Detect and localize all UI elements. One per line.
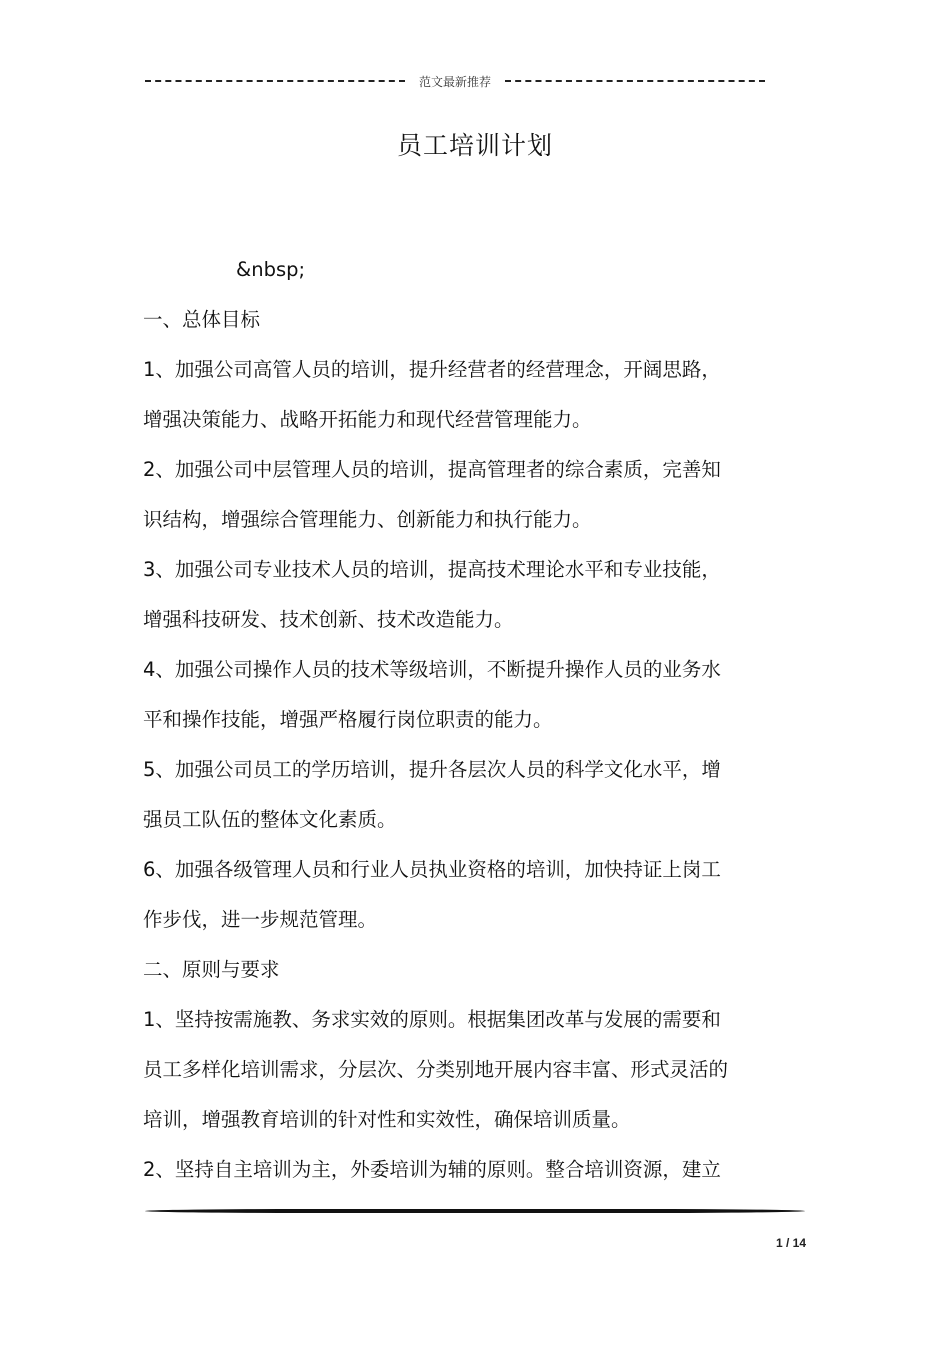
body-line: 1、坚持按需施教、务求实效的原则。根据集团改革与发展的需要和 <box>143 1008 721 1031</box>
body-line: 平和操作技能，增强严格履行岗位职责的能力。 <box>143 708 553 731</box>
body-line: 5、加强公司员工的学历培训，提升各层次人员的科学文化水平，增 <box>143 758 721 781</box>
body-line: 作步伐，进一步规范管理。 <box>143 908 378 931</box>
body-line: 3、加强公司专业技术人员的培训，提高技术理论水平和专业技能， <box>143 558 721 581</box>
header-left-dash-rule <box>145 80 405 82</box>
body-line: 增强科技研发、技术创新、技术改造能力。 <box>143 608 514 631</box>
body-line: 员工多样化培训需求，分层次、分类别地开展内容丰富、形式灵活的 <box>143 1058 729 1081</box>
body-line: 6、加强各级管理人员和行业人员执业资格的培训，加快持证上岗工 <box>143 858 721 881</box>
body-line: 识结构，增强综合管理能力、创新能力和执行能力。 <box>143 508 592 531</box>
body-line: 4、加强公司操作人员的技术等级培训，不断提升操作人员的业务水 <box>143 658 721 681</box>
body-line: 2、坚持自主培训为主，外委培训为辅的原则。整合培训资源，建立 <box>143 1158 721 1181</box>
page-number: 1 / 14 <box>775 1236 806 1250</box>
header-right-dash-rule <box>505 80 765 82</box>
header-label: 范文最新推荐 <box>419 74 492 89</box>
body-line: 增强决策能力、战略开拓能力和现代经营管理能力。 <box>143 408 592 431</box>
footer-rule <box>145 1209 805 1213</box>
body-line: 培训，增强教育培训的针对性和实效性，确保培训质量。 <box>143 1108 631 1131</box>
document-title: 员工培训计划 <box>396 131 553 160</box>
document-body <box>143 245 783 1195</box>
body-line: 2、加强公司中层管理人员的培训，提高管理者的综合素质，完善知 <box>143 458 721 481</box>
body-line: 1、加强公司高管人员的培训，提升经营者的经营理念，开阔思路， <box>143 358 721 381</box>
body-line-nbsp: &nbsp; <box>236 258 306 281</box>
page-header <box>145 72 765 90</box>
section-heading-goals: 一、总体目标 <box>143 308 261 331</box>
body-line: 强员工队伍的整体文化素质。 <box>143 808 397 831</box>
section-heading-principles: 二、原则与要求 <box>143 958 280 981</box>
